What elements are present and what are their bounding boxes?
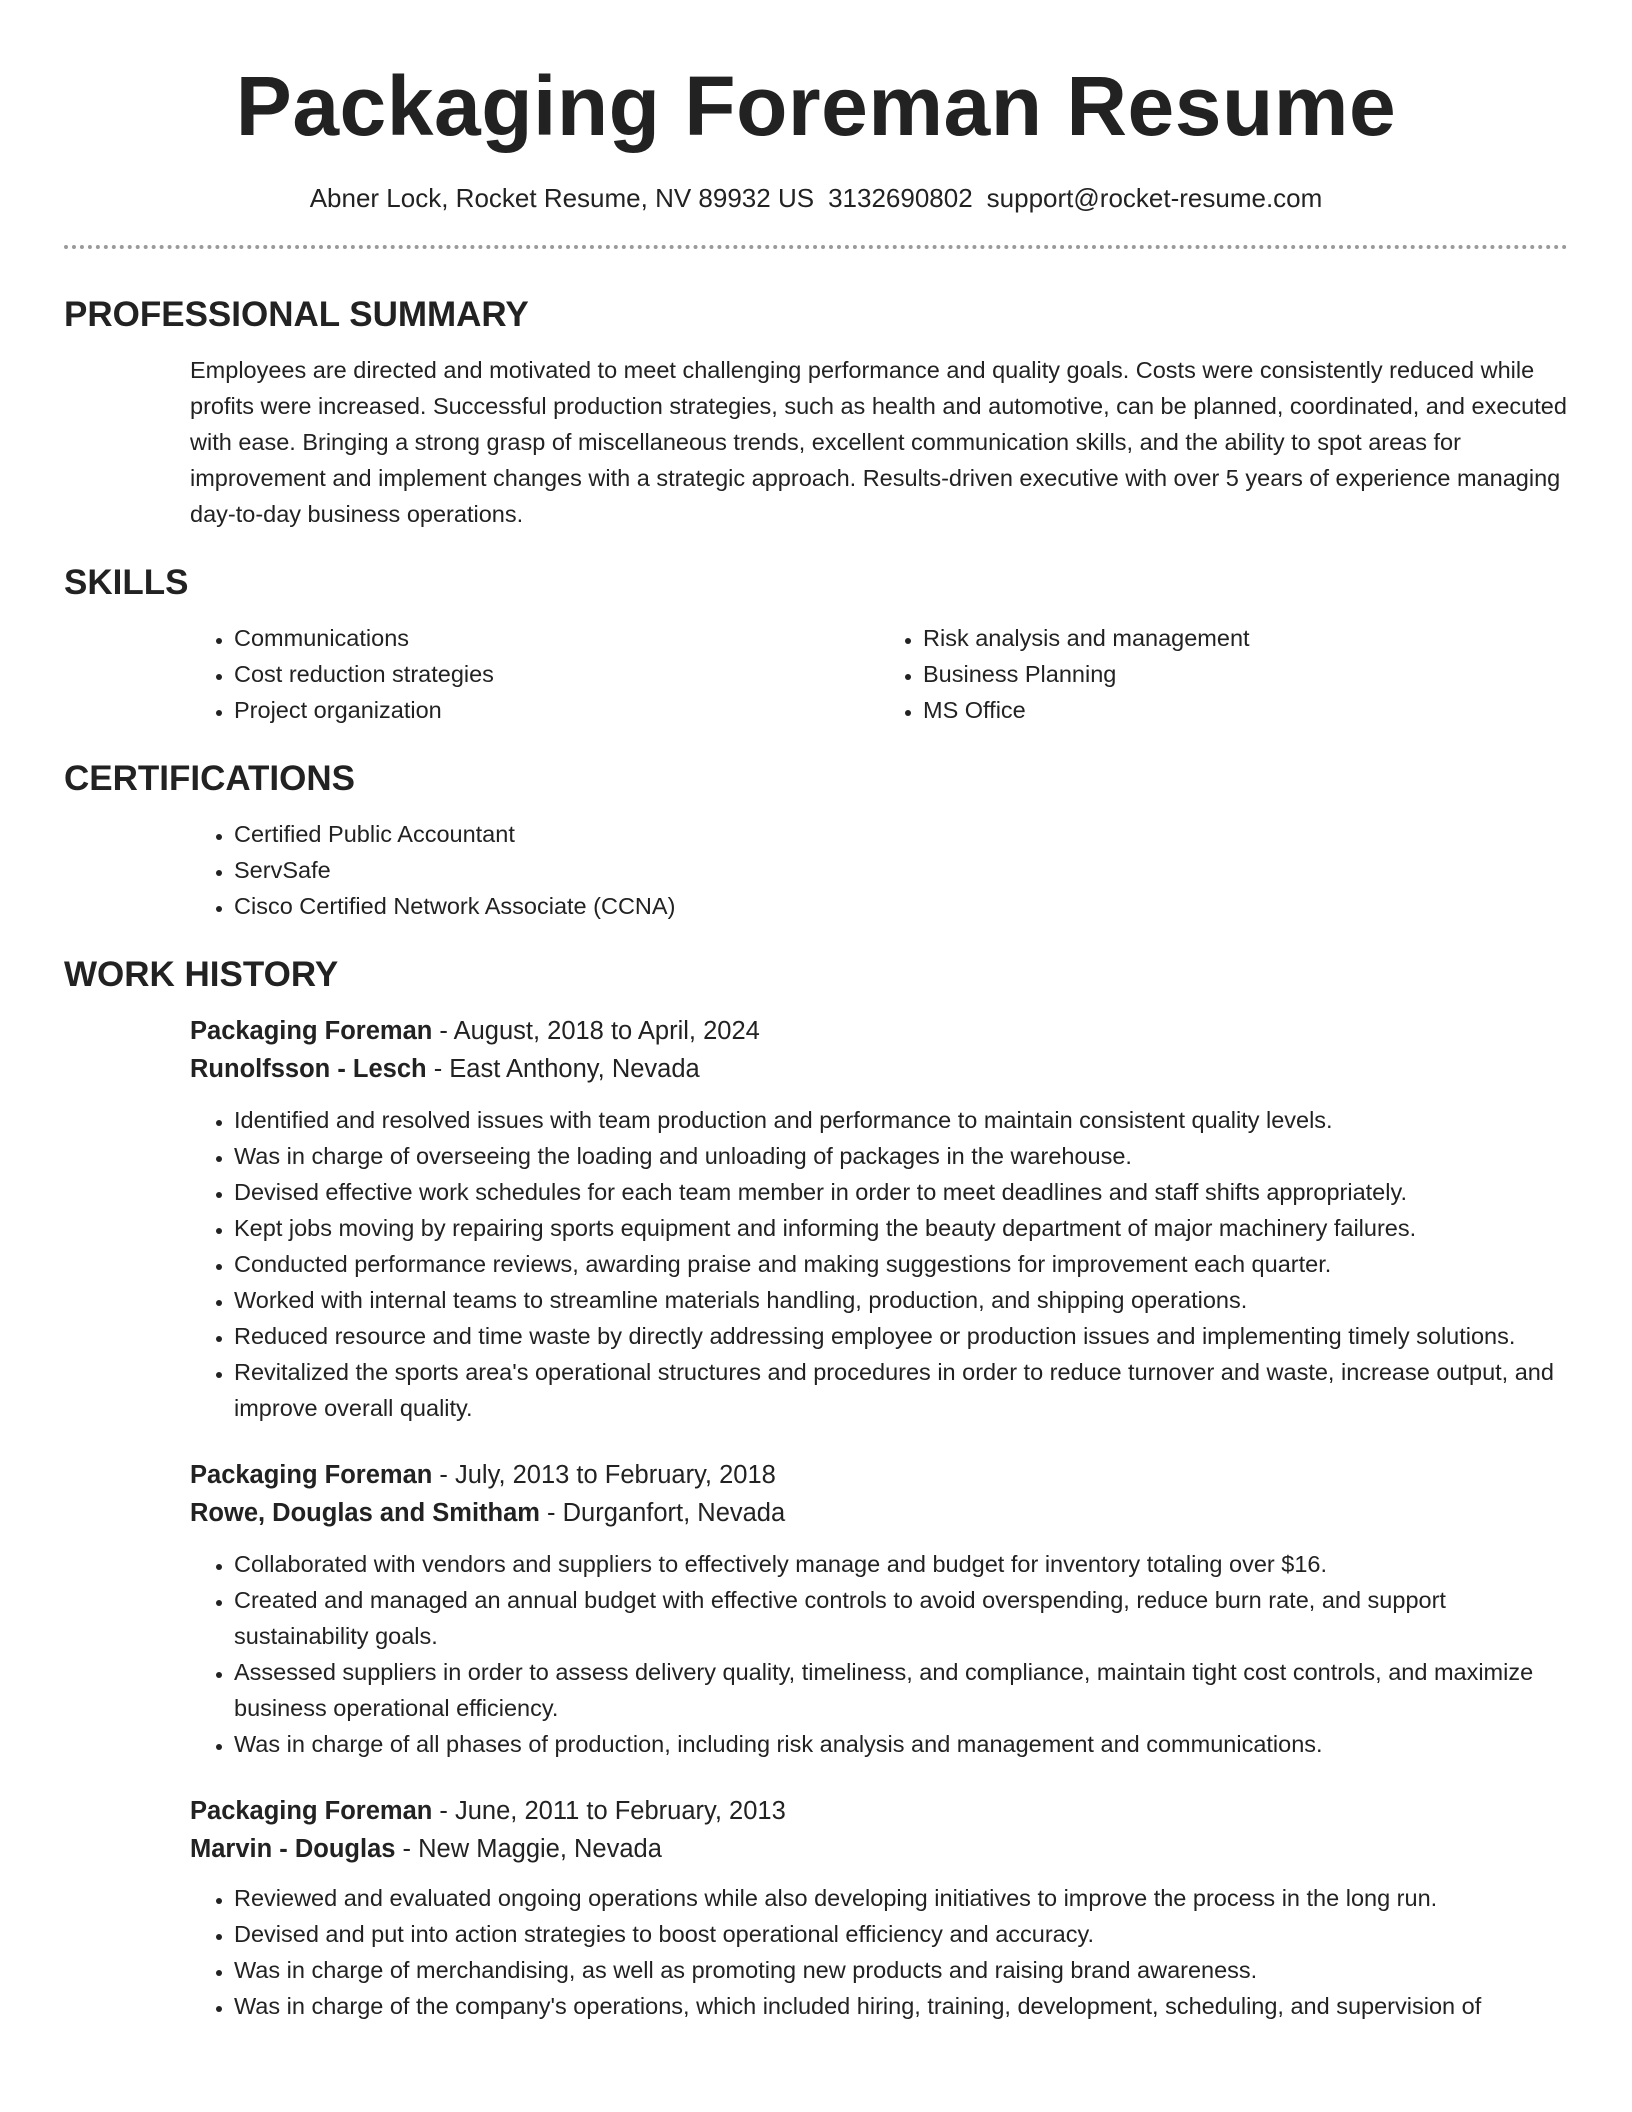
header-divider bbox=[64, 245, 1568, 249]
job-bullet: • Created and managed an annual budget with effective controls to avoid overspending, reduce burn rate, and support sustainability goals. bbox=[234, 1582, 1568, 1654]
job-bullet: • Collaborated with vendors and suppliers to effectively manage and budget for inventory totaling over $16. bbox=[234, 1546, 1568, 1582]
job-bullets bbox=[190, 1546, 1568, 1762]
job-entry bbox=[190, 1456, 1568, 1762]
job-bullet: • Was in charge of merchandising, as well as promoting new products and raising brand awareness. bbox=[234, 1952, 1568, 1988]
certification-item: • Certified Public Accountant bbox=[234, 816, 1568, 852]
job-company-line bbox=[190, 1050, 1568, 1088]
certifications-section bbox=[64, 758, 1568, 924]
job-title-line bbox=[190, 1456, 1568, 1494]
job-company: Runolfsson - Lesch bbox=[190, 1055, 427, 1083]
certifications-body bbox=[64, 816, 1568, 924]
skill-item: • Risk analysis and management bbox=[923, 620, 1568, 656]
job-entry bbox=[190, 1792, 1568, 2024]
job-dates: - June, 2011 to February, 2013 bbox=[432, 1797, 786, 1825]
job-location: - New Maggie, Nevada bbox=[395, 1835, 662, 1863]
job-company: Rowe, Douglas and Smitham bbox=[190, 1499, 540, 1527]
job-title: Packaging Foreman bbox=[190, 1797, 433, 1825]
job-bullet: • Was in charge of the company's operations, which included hiring, training, development, scheduling, and supervision of bbox=[234, 1988, 1568, 2024]
job-bullet: • Reduced resource and time waste by directly addressing employee or production issues and implementing timely solutions. bbox=[234, 1318, 1568, 1354]
job-bullet: • Kept jobs moving by repairing sports equipment and informing the beauty department of major machinery failures. bbox=[234, 1210, 1568, 1246]
contact-line bbox=[64, 182, 1568, 214]
contact-address: Abner Lock, Rocket Resume, NV 89932 US bbox=[309, 183, 815, 213]
certification-item: • Cisco Certified Network Associate (CCNA) bbox=[234, 888, 1568, 924]
skill-item: • Project organization bbox=[234, 692, 879, 728]
job-bullet: • Was in charge of all phases of production, including risk analysis and management and communications. bbox=[234, 1726, 1568, 1762]
job-company: Marvin - Douglas bbox=[190, 1835, 396, 1863]
job-dates: - August, 2018 to April, 2024 bbox=[432, 1017, 760, 1045]
skills-columns bbox=[190, 620, 1568, 728]
work-heading: WORK HISTORY bbox=[64, 955, 339, 994]
job-company-line bbox=[190, 1830, 1568, 1868]
skill-item: • Communications bbox=[234, 620, 879, 656]
job-location: - East Anthony, Nevada bbox=[426, 1055, 700, 1083]
job-bullets bbox=[190, 1880, 1568, 2024]
job-company-line bbox=[190, 1494, 1568, 1532]
job-title-line bbox=[190, 1792, 1568, 1830]
job-bullet: • Worked with internal teams to streamline materials handling, production, and shipping operations. bbox=[234, 1282, 1568, 1318]
skills-section bbox=[64, 562, 1568, 728]
job-bullet: • Identified and resolved issues with team production and performance to maintain consistent quality levels. bbox=[234, 1102, 1568, 1138]
job-title-line bbox=[190, 1012, 1568, 1050]
certification-item: • ServSafe bbox=[234, 852, 1568, 888]
work-body bbox=[64, 1012, 1568, 2024]
job-bullets bbox=[190, 1102, 1568, 1426]
skills-body bbox=[64, 620, 1568, 728]
summary-heading: PROFESSIONAL SUMMARY bbox=[64, 295, 529, 334]
certifications-heading: CERTIFICATIONS bbox=[64, 759, 356, 798]
resume-page bbox=[64, 0, 1568, 2024]
job-location: - Durganfort, Nevada bbox=[539, 1499, 786, 1527]
certifications-list bbox=[190, 816, 1568, 924]
summary-section bbox=[64, 294, 1568, 532]
job-bullet: • Was in charge of overseeing the loading and unloading of packages in the warehouse. bbox=[234, 1138, 1568, 1174]
job-bullet: • Reviewed and evaluated ongoing operations while also developing initiatives to improve the process in the long run. bbox=[234, 1880, 1568, 1916]
job-bullet: • Revitalized the sports area's operational structures and procedures in order to reduce turnover and waste, increase output, and improve overall quality. bbox=[234, 1354, 1568, 1426]
work-section bbox=[64, 954, 1568, 2024]
contact-phone: 3132690802 bbox=[828, 183, 973, 213]
job-title: Packaging Foreman bbox=[190, 1461, 433, 1489]
job-entry bbox=[190, 1012, 1568, 1426]
summary-text: Employees are directed and motivated to meet challenging performance and quality goals. Costs were consistently reduced while profits were increased. Successful production strategies, such as health and automotive, can be planned, coordinated, and executed with ease. Bringing a strong grasp of miscellaneous trends, excellent communication skills, and the ability to spot areas for improvement and implement changes with a strategic approach. Results-driven executive with over 5 years of experience managing day-to-day business operations. bbox=[190, 357, 1567, 527]
job-bullet: • Conducted performance reviews, awarding praise and making suggestions for improvement each quarter. bbox=[234, 1246, 1568, 1282]
job-bullet: • Devised and put into action strategies to boost operational efficiency and accuracy. bbox=[234, 1916, 1568, 1952]
skill-item: • Cost reduction strategies bbox=[234, 656, 879, 692]
skill-item: • Business Planning bbox=[923, 656, 1568, 692]
job-dates: - July, 2013 to February, 2018 bbox=[432, 1461, 776, 1489]
job-bullet: • Devised effective work schedules for each team member in order to meet deadlines and staff shifts appropriately. bbox=[234, 1174, 1568, 1210]
skills-list-left bbox=[190, 620, 879, 728]
job-title: Packaging Foreman bbox=[190, 1017, 433, 1045]
skills-heading: SKILLS bbox=[64, 563, 189, 602]
summary-body bbox=[64, 352, 1568, 532]
skill-item: • MS Office bbox=[923, 692, 1568, 728]
job-bullet: • Assessed suppliers in order to assess delivery quality, timeliness, and compliance, maintain tight cost controls, and maximize business operational efficiency. bbox=[234, 1654, 1568, 1726]
contact-email[interactable]: support@rocket-resume.com bbox=[986, 183, 1323, 213]
resume-title: Packaging Foreman Resume bbox=[235, 59, 1397, 153]
skills-list-right bbox=[879, 620, 1568, 728]
